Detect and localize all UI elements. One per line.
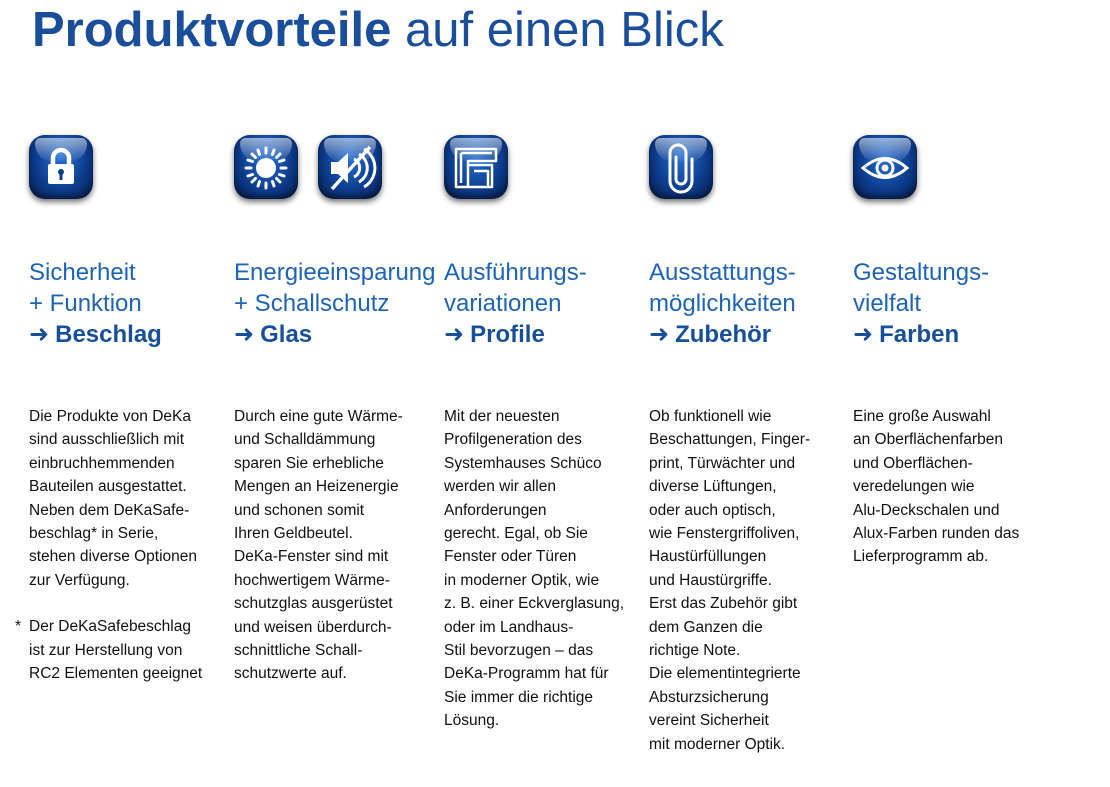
arrow-icon: ➜: [649, 321, 670, 348]
column-heading: [234, 257, 435, 350]
heading-line: Ausführungs-: [444, 259, 587, 286]
heading-line: Energieeinsparung: [234, 259, 436, 286]
text-line: und Schalldämmung: [234, 431, 376, 449]
text-line: Mit der neuesten: [444, 408, 560, 425]
text-line: oder auch optisch,: [649, 501, 776, 519]
text-line: Stil bevorzugen – das: [444, 642, 594, 660]
column-text: [853, 405, 1058, 569]
text-line: Absturzsicherung: [649, 688, 769, 706]
column-text: [234, 405, 439, 686]
arrow-icon: ➜: [853, 321, 874, 348]
heading-target: [649, 319, 796, 350]
target-label: Beschlag: [55, 321, 162, 348]
text-line: DeKa-Programm hat für: [444, 665, 609, 683]
text-line: vereint Sicherheit: [649, 712, 769, 730]
text-line: und weisen überdurch-: [234, 618, 392, 636]
column-text: [15, 405, 234, 685]
heading-line: variationen: [444, 290, 562, 317]
footnote: [15, 615, 234, 685]
eye-icon: [853, 135, 917, 199]
column-icons: [853, 135, 917, 203]
text-line: Haustürfüllungen: [649, 548, 767, 566]
text-line: in moderner Optik, wie: [444, 571, 600, 589]
text-line: Anforderungen: [444, 501, 547, 519]
heading-line: Ausstattungs-: [649, 259, 796, 286]
arrow-icon: ➜: [444, 321, 465, 348]
text-line: Bauteilen ausgestattet.: [29, 478, 187, 496]
target-label: Glas: [260, 321, 313, 348]
heading-line: Sicherheit: [29, 259, 136, 286]
text-line: Die elementintegrierte: [649, 665, 801, 683]
heading-line: möglichkeiten: [649, 290, 796, 317]
text-line: werden wir allen: [444, 478, 556, 496]
heading-line: + Funktion: [29, 290, 142, 317]
text-line: einbruchhemmenden: [29, 454, 175, 472]
column-heading: [649, 257, 796, 350]
text-line: und Haustürgriffe.: [649, 571, 772, 589]
text-line: stehen diverse Optionen: [29, 548, 198, 566]
target-label: Profile: [470, 321, 545, 348]
text-line: und schonen somit: [234, 501, 365, 519]
text-line: hochwertigem Wärme-: [234, 571, 390, 589]
column-icons: [649, 135, 713, 203]
text-line: sind ausschließlich mit: [29, 431, 185, 449]
text-line: richtige Note.: [649, 642, 741, 660]
text-line: Neben dem DeKaSafe-: [29, 501, 190, 519]
text-line: Profilgeneration des: [444, 431, 582, 449]
target-label: Farben: [879, 321, 960, 348]
text-line: Die Produkte von DeKa: [29, 408, 191, 425]
column-heading: [29, 257, 162, 350]
paperclip-icon: [649, 135, 713, 199]
column-text: [444, 405, 649, 733]
text-line: print, Türwächter und: [649, 454, 796, 472]
text-line: schutzwerte auf.: [234, 665, 347, 683]
text-line: Fenster oder Türen: [444, 548, 577, 566]
column-text: [649, 405, 854, 756]
title-strong: Produktvorteile: [32, 3, 392, 57]
target-label: Zubehör: [675, 321, 772, 348]
text-line: und Oberflächen-: [853, 454, 973, 472]
text-line: gerecht. Egal, ob Sie: [444, 525, 588, 543]
text-line: oder im Landhaus-: [444, 618, 574, 636]
footnote-line: Der DeKaSafebeschlag: [29, 618, 191, 636]
footnote-line: RC2 Elementen geeignet: [29, 665, 203, 683]
text-line: Lösung.: [444, 712, 500, 730]
heading-target: [853, 319, 989, 350]
heading-line: Gestaltungs-: [853, 259, 990, 286]
heading-target: [444, 319, 587, 350]
window-profile-icon: [444, 135, 508, 199]
text-line: Beschattungen, Finger-: [649, 431, 811, 449]
text-line: schutzglas ausgerüstet: [234, 595, 393, 613]
column-icons: [29, 135, 93, 203]
heading-target: [29, 319, 162, 350]
text-line: Sie immer die richtige: [444, 688, 594, 706]
text-line: an Oberflächenfarben: [853, 431, 1003, 449]
text-line: Alux-Farben runden das: [853, 525, 1020, 543]
text-line: wie Fenstergriffoliven,: [649, 525, 800, 543]
text-line: Ob funktionell wie: [649, 408, 772, 425]
page-title: [32, 2, 724, 58]
column-icons: [234, 135, 382, 203]
column-heading: [444, 257, 587, 350]
lock-icon: [29, 135, 93, 199]
text-line: Lieferprogramm ab.: [853, 548, 989, 566]
text-line: Ihren Geldbeutel.: [234, 525, 353, 543]
text-line: diverse Lüftungen,: [649, 478, 777, 496]
text-line: Durch eine gute Wärme-: [234, 408, 403, 425]
title-light: auf einen Blick: [405, 3, 724, 57]
sound-muted-icon: [318, 135, 382, 199]
text-line: veredelungen wie: [853, 478, 975, 496]
text-line: Eine große Auswahl: [853, 408, 991, 425]
text-line: sparen Sie erhebliche: [234, 454, 384, 472]
heading-line: + Schallschutz: [234, 290, 390, 317]
text-line: zur Verfügung.: [29, 571, 130, 589]
sun-icon: [234, 135, 298, 199]
text-line: Systemhauses Schüco: [444, 454, 602, 472]
column-heading: [853, 257, 989, 350]
text-line: Mengen an Heizenergie: [234, 478, 399, 496]
heading-line: vielfalt: [853, 290, 922, 317]
arrow-icon: ➜: [29, 321, 50, 348]
text-line: beschlag* in Serie,: [29, 525, 159, 543]
text-line: dem Ganzen die: [649, 618, 763, 636]
footnote-mark: *: [15, 618, 22, 636]
text-line: Erst das Zubehör gibt: [649, 595, 798, 613]
footnote-line: ist zur Herstellung von: [29, 641, 183, 659]
arrow-icon: ➜: [234, 321, 255, 348]
text-line: mit moderner Optik.: [649, 735, 786, 753]
heading-target: [234, 319, 435, 350]
text-line: Alu-Deckschalen und: [853, 501, 1000, 519]
text-line: DeKa-Fenster sind mit: [234, 548, 389, 566]
column-icons: [444, 135, 508, 203]
text-line: z. B. einer Eckverglasung,: [444, 595, 625, 613]
text-line: schnittliche Schall-: [234, 642, 363, 660]
